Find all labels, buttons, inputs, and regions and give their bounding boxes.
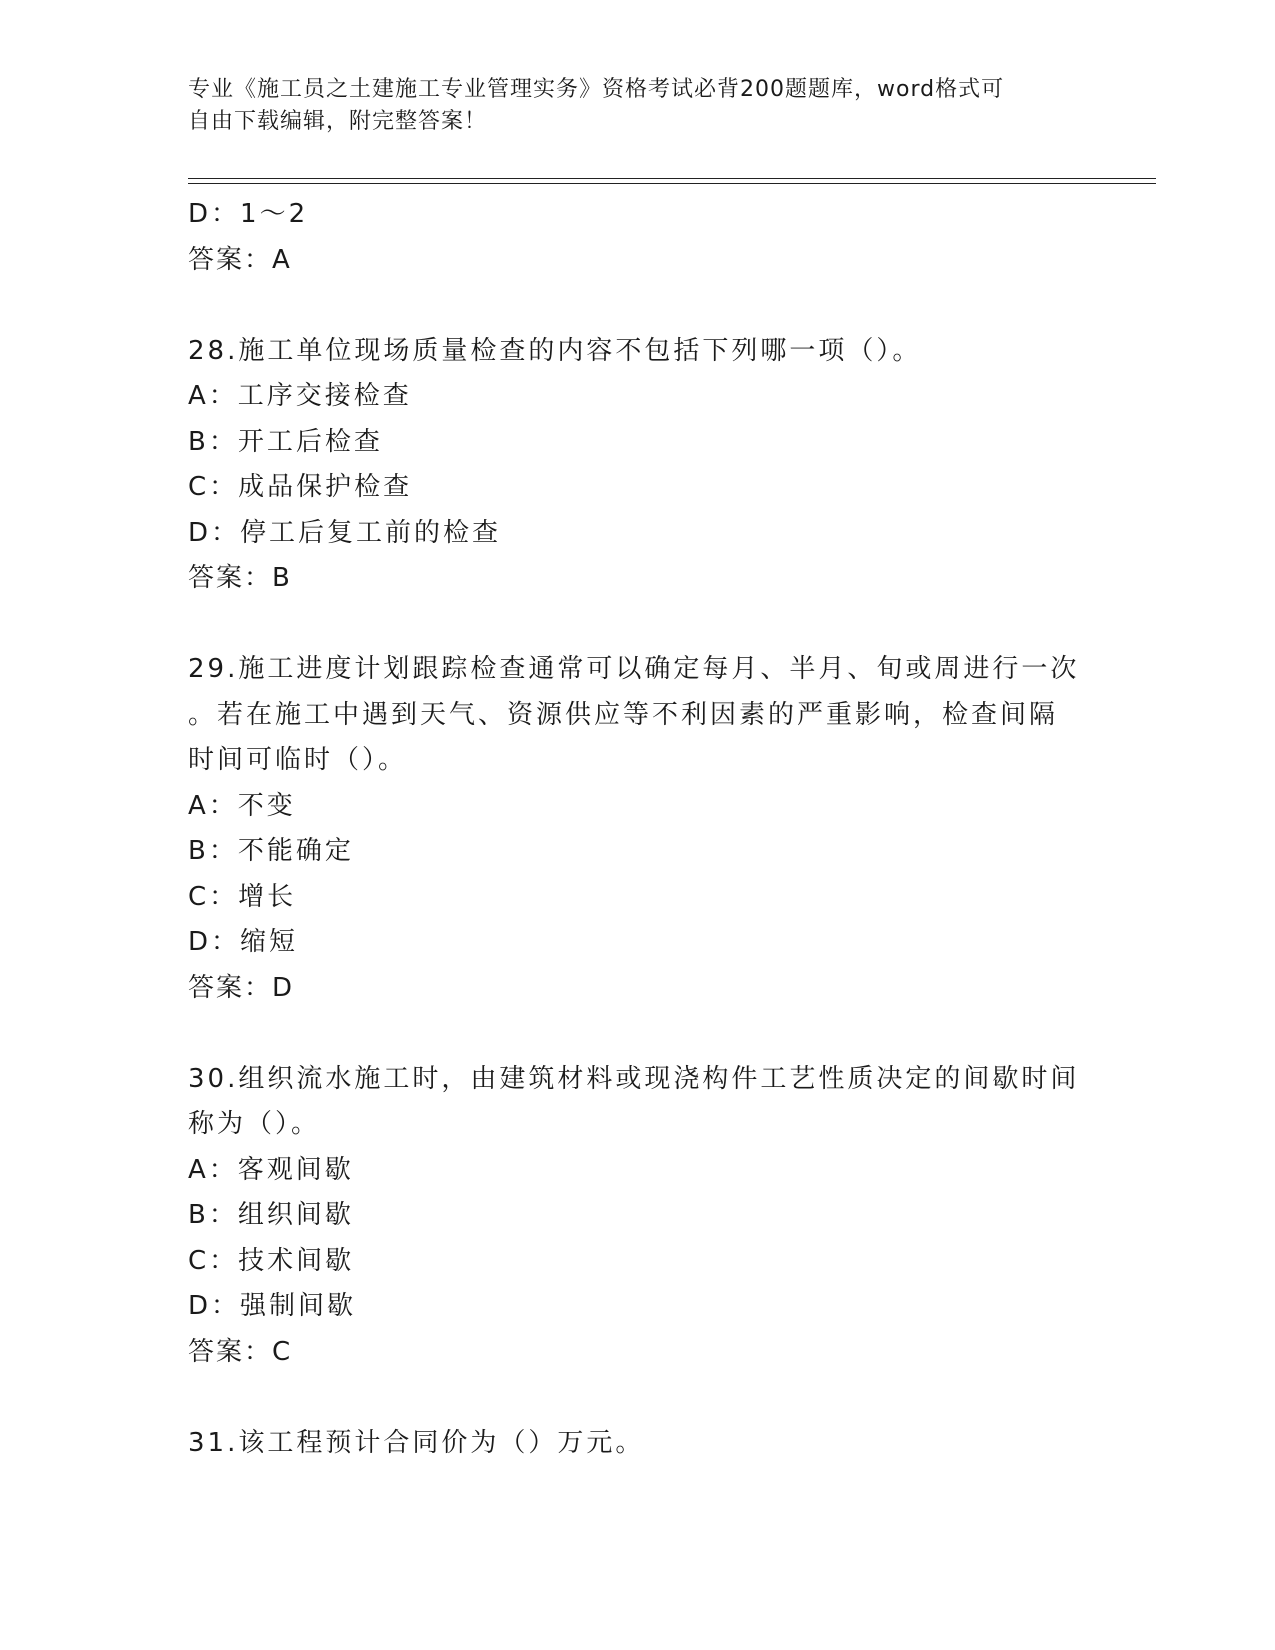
question-stem: 31.该工程预计合同价为（）万元。 — [188, 1427, 645, 1458]
option-b: B：开工后检查 — [188, 426, 383, 457]
question-29 — [188, 647, 1088, 1011]
option-d: D：1～2 — [188, 199, 309, 229]
option-d: D：缩短 — [188, 927, 299, 957]
option-c: C：增长 — [188, 881, 297, 912]
question-stem: 28.施工单位现场质量检查的内容不包括下列哪一项（）。 — [188, 335, 922, 366]
option-a: A：客观间歇 — [188, 1154, 354, 1185]
answer-value: D — [272, 972, 294, 1003]
answer-value: B — [272, 563, 291, 593]
option-c: C：成品保护检查 — [188, 472, 413, 502]
option-a: A：工序交接检查 — [188, 381, 412, 411]
document-header — [188, 74, 1068, 138]
question-stem: 。若在施工中遇到天气、资源供应等不利因素的严重影响，检查间隔 — [188, 699, 1059, 730]
answer-line — [188, 966, 1088, 1012]
option-a: A：不变 — [188, 790, 296, 821]
answer-label: 答案： — [188, 972, 273, 1003]
question-28 — [188, 329, 1088, 602]
question-list — [188, 192, 1088, 1466]
answer-line — [188, 556, 1088, 602]
option-c: C：技术间歇 — [188, 1245, 355, 1276]
option-b: B：不能确定 — [188, 836, 354, 866]
question-stem: 时间可临时（）。 — [188, 745, 408, 775]
header-line-2: 自由下载编辑，附完整答案！ — [188, 109, 488, 134]
answer-value: A — [272, 244, 291, 275]
question-31 — [188, 1421, 1088, 1467]
answer-label: 答案： — [188, 1336, 273, 1367]
question-30 — [188, 1057, 1088, 1376]
answer-line — [188, 1330, 1088, 1376]
option-d: D：强制间歇 — [188, 1291, 357, 1321]
header-divider-top — [188, 178, 1156, 179]
question-stem: 30.组织流水施工时，由建筑材料或现浇构件工艺性质决定的间歇时间 — [188, 1063, 1080, 1094]
option-d: D：停工后复工前的检查 — [188, 517, 502, 548]
answer-line — [188, 238, 1088, 284]
header-line-1: 专业《施工员之土建施工专业管理实务》资格考试必背200题题库，word格式可 — [188, 77, 1005, 102]
answer-label: 答案： — [188, 244, 273, 275]
header-divider-bottom — [188, 183, 1156, 184]
question-stem: 称为（）。 — [188, 1109, 321, 1139]
option-b: B：组织间歇 — [188, 1200, 354, 1230]
answer-value: C — [272, 1336, 292, 1367]
answer-label: 答案： — [188, 563, 273, 593]
question-stem: 29.施工进度计划跟踪检查通常可以确定每月、半月、旬或周进行一次 — [188, 654, 1080, 684]
